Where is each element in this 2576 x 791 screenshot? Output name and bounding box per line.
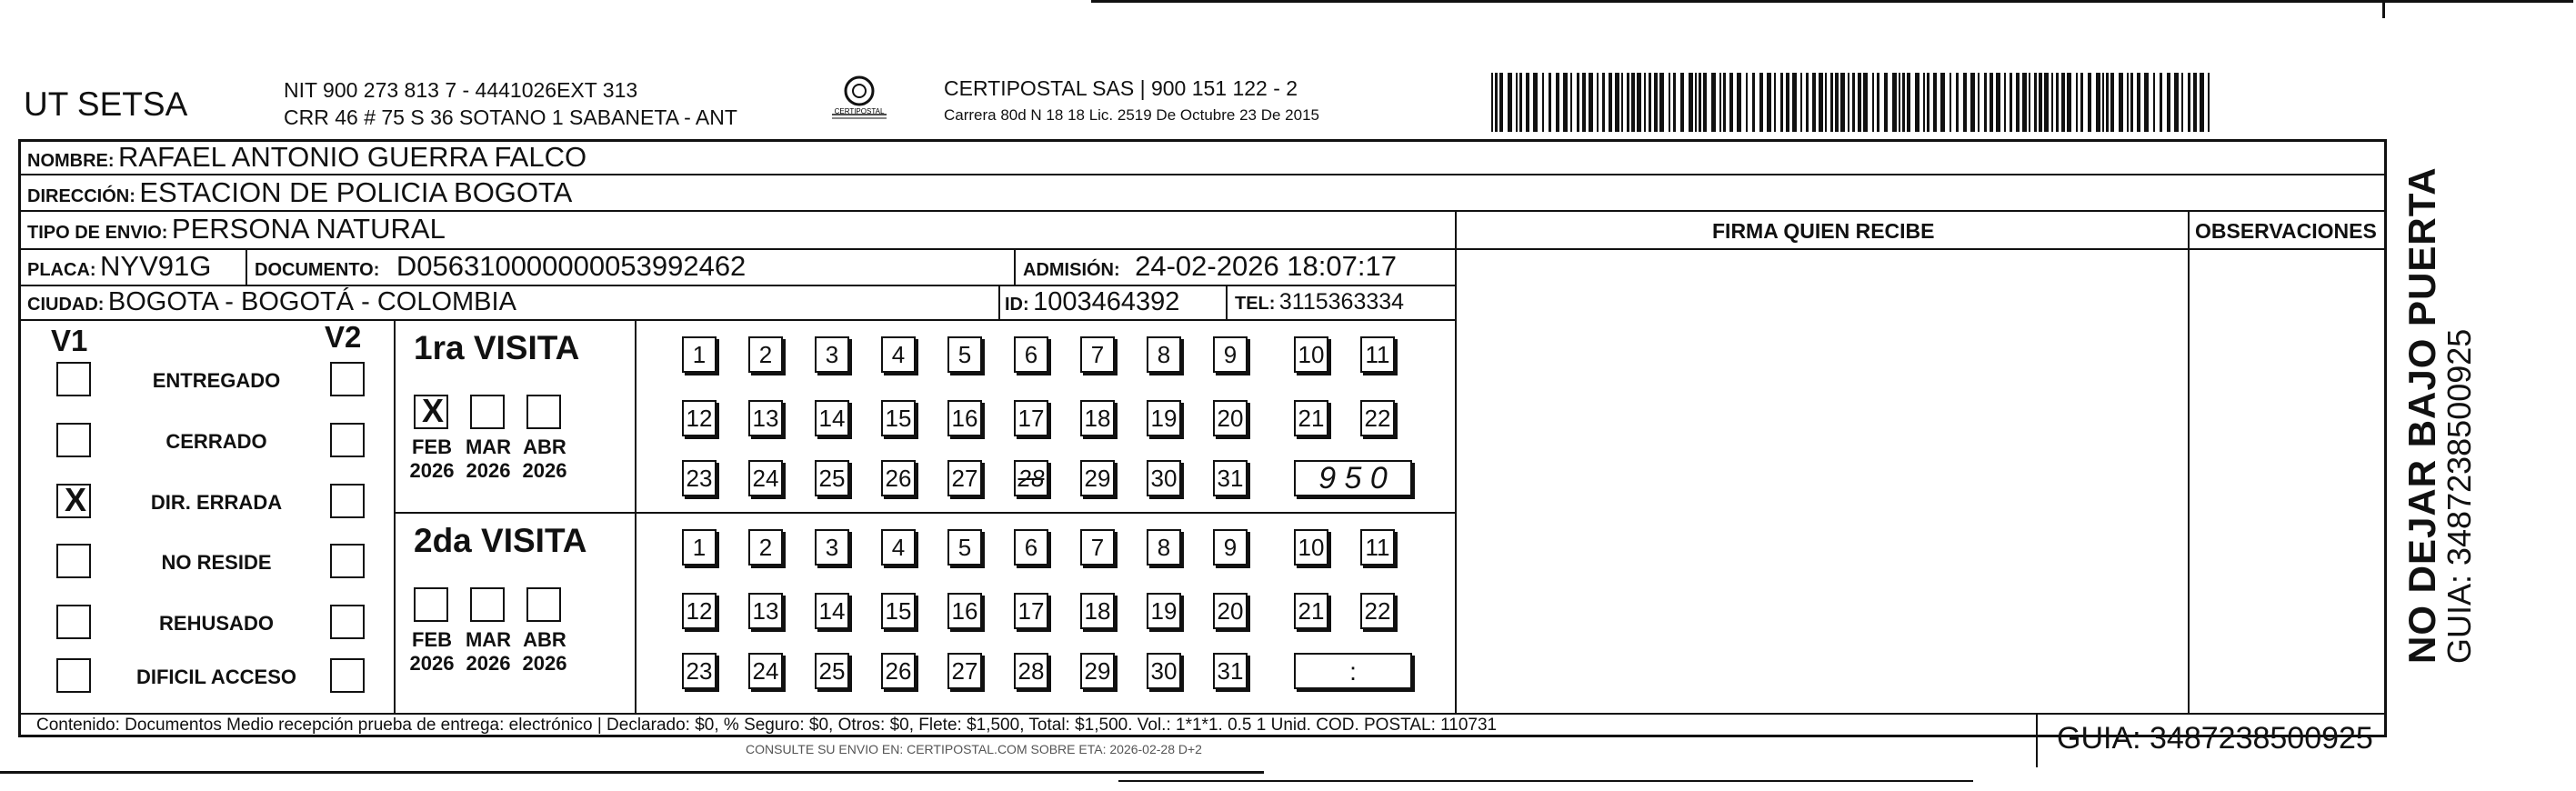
day-box[interactable]: 21 <box>1294 593 1328 629</box>
day-box[interactable]: 24 <box>748 653 783 689</box>
certipostal-info <box>944 75 1319 129</box>
logo-text: CERTIPOSTAL <box>834 107 885 115</box>
day-box[interactable]: 29 <box>1080 460 1115 496</box>
day-box[interactable]: 7 <box>1080 336 1115 373</box>
day-box[interactable]: 29 <box>1080 653 1115 689</box>
divider <box>635 319 636 713</box>
v1-checkbox[interactable] <box>56 544 91 578</box>
divider <box>1226 285 1228 319</box>
tipo-label: TIPO DE ENVIO: <box>27 223 168 243</box>
v2-checkbox[interactable] <box>330 423 365 457</box>
tipo-value: PERSONA NATURAL <box>171 213 446 245</box>
month-name: ABR <box>523 628 566 651</box>
month-year: 2026 <box>522 652 567 675</box>
admision-row <box>1023 250 1397 283</box>
direccion-value: ESTACION DE POLICIA BOGOTA <box>139 176 573 208</box>
scan-edge-top <box>1091 0 2573 3</box>
status-label: DIR. ERRADA <box>150 491 283 514</box>
month-label <box>463 628 514 676</box>
day-box[interactable]: 2 <box>748 529 783 566</box>
v1-checkbox[interactable] <box>56 658 91 693</box>
day-box[interactable]: 26 <box>881 460 916 496</box>
month-year: 2026 <box>466 459 511 482</box>
company-nit <box>284 76 737 131</box>
day-box[interactable]: 13 <box>748 400 783 436</box>
divider <box>394 512 1455 514</box>
v2-checkbox[interactable] <box>330 658 365 693</box>
day-box[interactable]: 10 <box>1294 336 1328 373</box>
tel-value: 3115363334 <box>1278 289 1405 315</box>
divider <box>2188 210 2190 713</box>
day-box[interactable]: 21 <box>1294 400 1328 436</box>
day-box[interactable]: 27 <box>947 653 982 689</box>
day-box[interactable]: 27 <box>947 460 982 496</box>
day-box[interactable]: 25 <box>815 460 849 496</box>
day-box[interactable]: 8 <box>1147 336 1181 373</box>
v1-checkbox[interactable] <box>56 481 91 518</box>
day-box[interactable]: 9 <box>1213 336 1248 373</box>
day-box[interactable]: 1 <box>682 529 717 566</box>
day-box[interactable]: 28 <box>1014 460 1048 496</box>
placa-value: NYV91G <box>100 250 212 282</box>
divider <box>1455 713 2387 715</box>
visit-title: 2da VISITA <box>414 522 587 559</box>
day-box[interactable]: 22 <box>1360 400 1395 436</box>
day-box[interactable]: 6 <box>1014 336 1048 373</box>
month-label <box>463 436 514 483</box>
month-year: 2026 <box>409 459 455 482</box>
v2-checkbox[interactable] <box>330 362 365 396</box>
month-checkbox[interactable] <box>470 395 505 429</box>
month-label <box>406 436 457 483</box>
month-year: 2026 <box>466 652 511 675</box>
v2-checkbox[interactable] <box>330 605 365 639</box>
day-box[interactable]: 1 <box>682 336 717 373</box>
certipostal-nit: CERTIPOSTAL SAS | 900 151 122 - 2 <box>944 76 1298 100</box>
divider <box>2036 713 2038 767</box>
divider <box>20 174 2387 175</box>
direccion-label: DIRECCIÓN: <box>27 186 135 206</box>
day-box[interactable]: 28 <box>1014 653 1048 689</box>
side-text <box>2401 166 2479 664</box>
month-checkbox[interactable] <box>414 392 448 429</box>
tipo-row <box>27 213 446 245</box>
day-box[interactable]: 15 <box>881 400 916 436</box>
v1-checkbox[interactable] <box>56 605 91 639</box>
month-name: ABR <box>523 436 566 458</box>
month-year: 2026 <box>409 652 455 675</box>
divider <box>20 319 1455 321</box>
day-box[interactable]: 9 <box>1213 529 1248 566</box>
nombre-value: RAFAEL ANTONIO GUERRA FALCO <box>118 141 587 173</box>
visit-title: 1ra VISITA <box>414 329 580 366</box>
v2-checkbox[interactable] <box>330 484 365 518</box>
scan-edge-bottom <box>0 771 1264 774</box>
day-box[interactable]: 5 <box>947 336 982 373</box>
day-box[interactable]: 11 <box>1360 336 1395 373</box>
month-checkbox[interactable] <box>414 587 448 622</box>
check-mark: X <box>64 481 86 518</box>
barcode <box>1491 73 2214 132</box>
divider <box>394 319 396 713</box>
day-box[interactable]: 7 <box>1080 529 1115 566</box>
month-year: 2026 <box>522 459 567 482</box>
day-box[interactable]: 6 <box>1014 529 1048 566</box>
day-box[interactable]: 25 <box>815 653 849 689</box>
day-box[interactable]: 30 <box>1147 653 1181 689</box>
day-box[interactable]: 15 <box>881 593 916 629</box>
status-label: CERRADO <box>165 430 267 453</box>
divider <box>20 713 1455 715</box>
day-box[interactable]: 12 <box>682 593 717 629</box>
v2-checkbox[interactable] <box>330 544 365 578</box>
divider <box>1455 248 2387 250</box>
divider <box>20 210 2387 212</box>
status-label: ENTREGADO <box>152 369 281 392</box>
documento-label: DOCUMENTO: <box>255 260 380 280</box>
day-box[interactable]: 20 <box>1213 400 1248 436</box>
firma-header: FIRMA QUIEN RECIBE <box>1712 219 1935 243</box>
divider <box>998 285 1000 319</box>
day-box[interactable]: 18 <box>1080 400 1115 436</box>
nombre-row <box>27 141 586 174</box>
day-box[interactable]: 4 <box>881 529 916 566</box>
day-box[interactable]: 5 <box>947 529 982 566</box>
status-label: DIFICIL ACCESO <box>135 666 296 688</box>
day-box[interactable]: 14 <box>815 593 849 629</box>
divider <box>1014 248 1016 285</box>
day-box[interactable]: 19 <box>1147 400 1181 436</box>
month-name: MAR <box>465 628 512 651</box>
month-checkbox[interactable] <box>526 587 561 622</box>
day-box[interactable]: 12 <box>682 400 717 436</box>
check-mark: X <box>421 392 444 429</box>
placa-row <box>27 250 211 283</box>
scan-edge-bottom-right <box>1118 780 1973 782</box>
day-box[interactable]: 16 <box>947 400 982 436</box>
day-box[interactable]: 3 <box>815 336 849 373</box>
day-box[interactable]: 30 <box>1147 460 1181 496</box>
month-name: FEB <box>412 436 452 458</box>
ciudad-value: BOGOTA - BOGOTÁ - COLOMBIA <box>107 287 516 316</box>
v1-checkbox[interactable] <box>56 423 91 457</box>
admision-value: 24-02-2026 18:07:17 <box>1135 250 1397 282</box>
documento-value: D056310000000053992462 <box>396 250 747 282</box>
day-box[interactable]: 10 <box>1294 529 1328 566</box>
side-guia: GUIA: 3487238500925 <box>2441 328 2478 664</box>
day-box[interactable]: 23 <box>682 653 717 689</box>
day-box[interactable]: 20 <box>1213 593 1248 629</box>
warning-text: NO DEJAR BAJO PUERTA <box>2401 166 2443 664</box>
day-box[interactable]: 17 <box>1014 400 1048 436</box>
id-value: 1003464392 <box>1033 287 1180 316</box>
documento-row <box>255 250 746 283</box>
nombre-label: NOMBRE: <box>27 151 115 171</box>
divider <box>246 248 247 285</box>
month-name: FEB <box>412 628 452 651</box>
day-box[interactable]: 23 <box>682 460 717 496</box>
month-checkbox[interactable] <box>470 587 505 622</box>
day-box[interactable]: 22 <box>1360 593 1395 629</box>
day-box[interactable]: 4 <box>881 336 916 373</box>
month-checkbox[interactable] <box>526 395 561 429</box>
footer-guia: GUIA: 3487238500925 <box>2057 721 2373 756</box>
day-box[interactable]: 8 <box>1147 529 1181 566</box>
consulte-text: CONSULTE SU ENVIO EN: CERTIPOSTAL.COM SOBRE ETA: 2026-02-28 D+2 <box>746 742 1202 756</box>
v1-label: V1 <box>51 324 88 357</box>
month-label <box>406 628 457 676</box>
day-box[interactable]: 14 <box>815 400 849 436</box>
certipostal-address: Carrera 80d N 18 18 Lic. 2519 De Octubre 23 De 2015 <box>944 106 1319 124</box>
day-box[interactable]: 19 <box>1147 593 1181 629</box>
tel-label: TEL: <box>1235 294 1276 314</box>
day-box[interactable]: 26 <box>881 653 916 689</box>
day-box[interactable]: 11 <box>1360 529 1395 566</box>
direccion-row <box>27 176 572 209</box>
placa-label: PLACA: <box>27 260 96 280</box>
hour-box[interactable]: 9 5 0 <box>1294 460 1412 496</box>
month-label <box>519 436 570 483</box>
day-box[interactable]: 31 <box>1213 460 1248 496</box>
id-row <box>1005 287 1179 317</box>
tel-row <box>1235 289 1404 315</box>
v1-checkbox[interactable] <box>56 362 91 396</box>
day-box[interactable]: 31 <box>1213 653 1248 689</box>
v2-label: V2 <box>325 320 362 354</box>
day-box[interactable]: 24 <box>748 460 783 496</box>
admision-label: ADMISIÓN: <box>1023 260 1120 280</box>
contenido-text: Contenido: Documentos Medio recepción prueba de entrega: electrónico | Declarado: $0, % Seguro: $0, Otros: $0, Flete: $1,500, Total: $1,500. Vol.: 1*1*1. 0.5 1 Unid. COD. POSTAL: 110731 <box>36 716 1498 735</box>
address-line: CRR 46 # 75 S 36 SOTANO 1 SABANETA - ANT <box>284 105 737 129</box>
day-box[interactable]: 17 <box>1014 593 1048 629</box>
day-box[interactable]: 16 <box>947 593 982 629</box>
id-label: ID: <box>1005 295 1029 315</box>
status-label: NO RESIDE <box>161 551 272 574</box>
hour-box[interactable]: : <box>1294 653 1412 689</box>
month-label <box>519 628 570 676</box>
scan-edge-right <box>2382 0 2385 18</box>
observaciones-header: OBSERVACIONES <box>2195 219 2377 243</box>
day-box[interactable]: 2 <box>748 336 783 373</box>
ciudad-label: CIUDAD: <box>27 295 105 315</box>
nit-line: NIT 900 273 813 7 - 4441026EXT 313 <box>284 78 638 102</box>
divider <box>1455 210 1457 713</box>
status-label: REHUSADO <box>159 612 274 635</box>
certipostal-logo <box>823 71 896 125</box>
company-name: UT SETSA <box>24 85 188 123</box>
divider <box>20 285 1455 286</box>
day-box[interactable]: 13 <box>748 593 783 629</box>
day-box[interactable]: 18 <box>1080 593 1115 629</box>
ciudad-row <box>27 287 516 317</box>
month-name: MAR <box>465 436 512 458</box>
day-box[interactable]: 3 <box>815 529 849 566</box>
